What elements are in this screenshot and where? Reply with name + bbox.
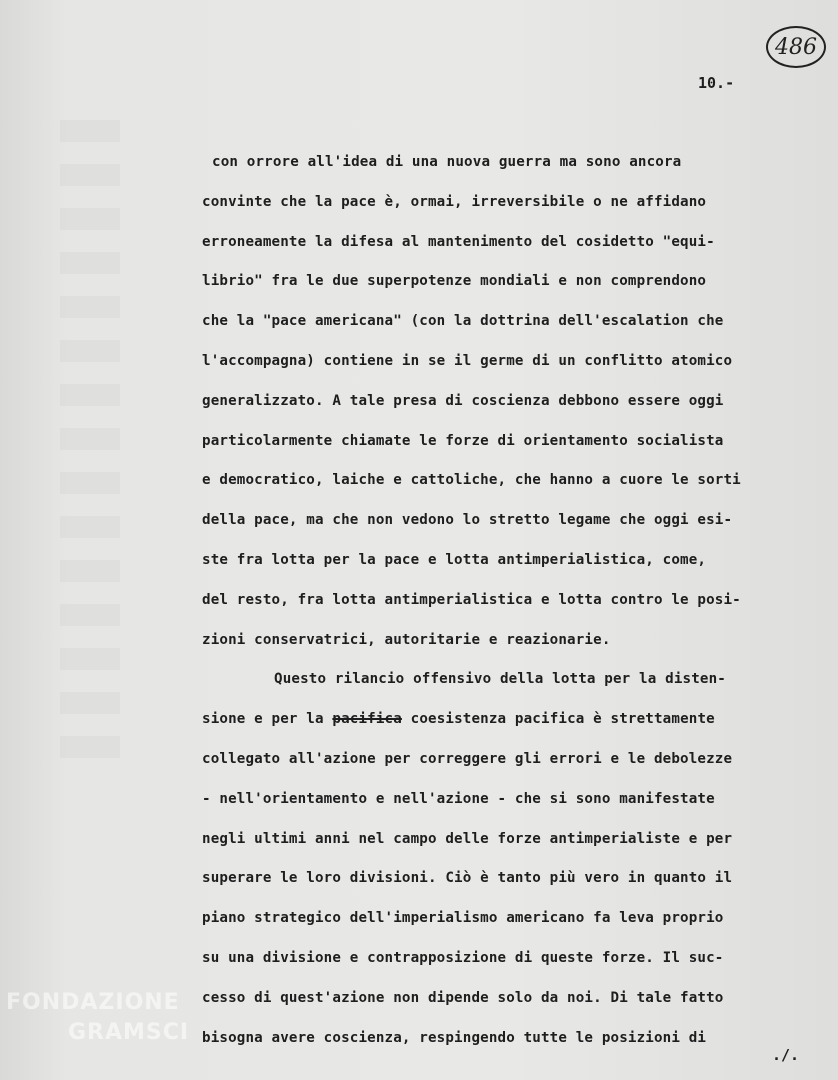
- text-fragment: sione e per la: [202, 711, 333, 728]
- text-line: superare le loro divisioni. Ciò è tanto più vero in quanto il: [202, 870, 733, 887]
- paragraph-start-line: Questo rilancio offensivo della lotta per la disten-: [274, 671, 726, 688]
- text-line: librio" fra le due superpotenze mondiali e non comprendono: [202, 273, 707, 290]
- text-line: che la "pace americana" (con la dottrina dell'escalation che: [202, 313, 724, 330]
- bleed-through-shadow: [60, 120, 120, 760]
- continuation-mark: ./.: [772, 1046, 800, 1064]
- text-line: zioni conservatrici, autoritarie e reazionarie.: [202, 631, 611, 648]
- text-line: piano strategico dell'imperialismo americano fa leva proprio: [202, 910, 724, 927]
- text-line: del resto, fra lotta antimperialistica e lotta contro le posi-: [202, 591, 741, 608]
- text-line: con orrore all'idea di una nuova guerra ma sono ancora: [212, 154, 682, 170]
- text-line: bisogna avere coscienza, respingendo tutte le posizioni di: [202, 1029, 707, 1046]
- typed-text-body: [202, 150, 812, 1065]
- text-line: ste fra lotta per la pace e lotta antimperialistica, come,: [202, 551, 707, 568]
- watermark-line: GRAMSCI: [68, 1020, 190, 1045]
- text-line: e democratico, laiche e cattoliche, che hanno a cuore le sorti: [202, 472, 741, 489]
- text-line: erroneamente la difesa al mantenimento del cosidetto "equi-: [202, 233, 715, 250]
- archive-number-stamp: [766, 26, 826, 68]
- text-line: cesso di quest'azione non dipende solo da noi. Di tale fatto: [202, 989, 724, 1006]
- text-line-with-strikethrough: [202, 707, 812, 747]
- archive-number: 486: [775, 34, 817, 60]
- text-line: convinte che la pace è, ormai, irreversibile o ne affidano: [202, 193, 707, 210]
- text-line: l'accompagna) contiene in se il germe di un conflitto atomico: [202, 352, 733, 369]
- text-line: particolarmente chiamate le forze di orientamento socialista: [202, 432, 724, 449]
- struck-out-word: pacifica: [332, 711, 402, 728]
- text-line: negli ultimi anni nel campo delle forze antimperialiste e per: [202, 830, 733, 847]
- text-line: della pace, ma che non vedono lo stretto legame che oggi esi-: [202, 512, 733, 529]
- watermark-line: FONDAZIONE: [6, 990, 180, 1015]
- page-number: 10.-: [698, 74, 735, 92]
- text-line: su una divisione e contrapposizione di queste forze. Il suc-: [202, 949, 724, 966]
- text-line: - nell'orientamento e nell'azione - che si sono manifestate: [202, 790, 715, 807]
- text-line: generalizzato. A tale presa di coscienza debbono essere oggi: [202, 392, 724, 409]
- archive-watermark-logo: [6, 988, 189, 1048]
- text-fragment: coesistenza pacifica è strettamente: [410, 711, 715, 728]
- text-line: collegato all'azione per correggere gli errori e le debolezze: [202, 750, 733, 767]
